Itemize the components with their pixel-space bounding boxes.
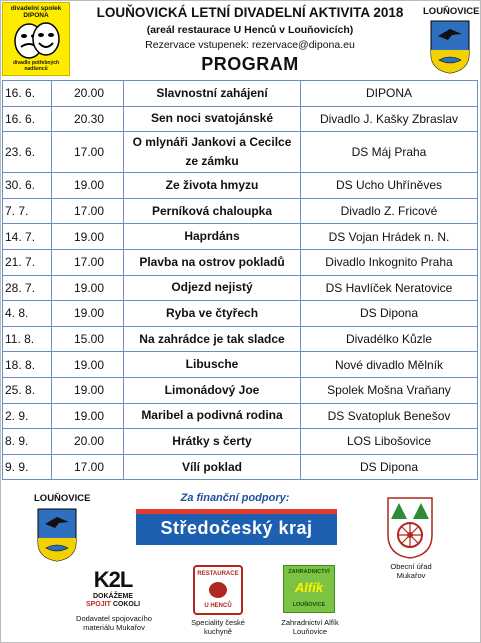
event-group: Spolek Mošna Vraňany — [301, 377, 478, 403]
event-group: LOS Libošovice — [301, 429, 478, 455]
event-group: Divadélko Kůzle — [301, 326, 478, 352]
event-title: Vílí poklad — [124, 454, 301, 480]
event-time: 15.00 — [52, 326, 124, 352]
event-time: 19.00 — [52, 403, 124, 429]
alfik-logo-top: ZAHRADNICTVÍ — [288, 569, 330, 575]
event-date: 21. 7. — [3, 249, 52, 275]
alfik-caption: Zahradnictví Alfík Louňovice — [281, 618, 339, 636]
event-group: Divadlo Z. Fricové — [301, 198, 478, 224]
crest-label-bottom: LOUŇOVICE — [34, 493, 91, 504]
event-date: 30. 6. — [3, 173, 52, 199]
event-time: 19.00 — [52, 352, 124, 378]
event-date: 11. 8. — [3, 326, 52, 352]
alfik-logo — [283, 565, 335, 613]
restaurace-emblem — [209, 582, 227, 598]
support-heading: Za finanční podpory: — [180, 492, 290, 504]
event-group: DS Havlíček Neratovice — [301, 275, 478, 301]
program-heading: PROGRAM — [201, 54, 299, 74]
event-time: 19.00 — [52, 173, 124, 199]
crest-label-top: LOUŇOVICE — [423, 6, 480, 17]
k2l-logo — [83, 567, 143, 617]
event-time: 19.00 — [52, 275, 124, 301]
table-row — [3, 429, 478, 455]
logo-text-line2: DIPONA — [23, 12, 49, 19]
event-date: 18. 8. — [3, 352, 52, 378]
alfik-logo-mid: Alfík — [294, 580, 324, 595]
k2l-slogan3: COKOLI — [112, 601, 141, 608]
event-date: 9. 9. — [3, 454, 52, 480]
event-title: Libusche — [124, 352, 301, 378]
table-row — [3, 403, 478, 429]
event-date: 14. 7. — [3, 224, 52, 250]
stredocesky-kraj-logo — [136, 509, 337, 545]
event-date: 25. 8. — [3, 377, 52, 403]
event-date: 2. 9. — [3, 403, 52, 429]
event-time: 17.00 — [52, 198, 124, 224]
reservation-line: Rezervace vstupenek: rezervace@dipona.eu — [145, 39, 355, 51]
event-title: Sen noci svatojánské — [124, 106, 301, 132]
kraj-red-stripe — [136, 509, 337, 514]
kraj-logo-text: Středočeský kraj — [160, 518, 313, 538]
event-title: Haprdáns — [124, 224, 301, 250]
obec-caption: Obecní úřad Mukařov — [390, 562, 432, 580]
event-title: Limonádový Joe — [124, 377, 301, 403]
lounovice-crest-bottom-icon — [37, 508, 77, 562]
event-title: Maribel a podivná rodina — [124, 403, 301, 429]
event-title: Plavba na ostrov pokladů — [124, 249, 301, 275]
venue-subtitle: (areál restaurace U Henců v Louňovicích) — [146, 24, 354, 36]
event-title: Na zahrádce je tak sladce — [124, 326, 301, 352]
event-date: 8. 9. — [3, 429, 52, 455]
table-row — [3, 377, 478, 403]
mukarov-crest-icon — [387, 497, 433, 559]
event-time: 20.00 — [52, 81, 124, 107]
event-date: 23. 6. — [3, 132, 52, 173]
event-title: O mlynáři Jankovi a Cecilce ze zámku — [124, 132, 301, 173]
event-group: Nové divadlo Mělník — [301, 352, 478, 378]
event-time: 17.00 — [52, 132, 124, 173]
table-row — [3, 301, 478, 327]
event-date: 16. 6. — [3, 106, 52, 132]
table-row — [3, 352, 478, 378]
k2l-slogan1: DOKÁŽEME — [92, 593, 134, 600]
logo-slogan: divadlo potřebných nadšenců — [12, 60, 60, 72]
alfik-logo-bottom: LOUŇOVICE — [292, 602, 326, 608]
table-row — [3, 326, 478, 352]
event-title: Perníková chaloupka — [124, 198, 301, 224]
table-row — [3, 454, 478, 480]
table-row — [3, 132, 478, 173]
event-title: Ryba ve čtyřech — [124, 301, 301, 327]
event-group: DS Dipona — [301, 301, 478, 327]
event-time: 19.00 — [52, 301, 124, 327]
event-group: DS Svatopluk Benešov — [301, 403, 478, 429]
table-row — [3, 106, 478, 132]
event-group: Divadlo Inkognito Praha — [301, 249, 478, 275]
table-row — [3, 81, 478, 107]
event-time: 20.30 — [52, 106, 124, 132]
k2l-logo-text: K2L — [93, 567, 133, 592]
event-date: 4. 8. — [3, 301, 52, 327]
event-time: 20.00 — [52, 429, 124, 455]
restaurace-caption: Speciality české kuchyně — [191, 618, 245, 636]
event-date: 28. 7. — [3, 275, 52, 301]
event-time: 17.00 — [52, 454, 124, 480]
theatre-masks-icon — [9, 21, 65, 61]
restaurace-logo — [193, 565, 243, 615]
table-row — [3, 198, 478, 224]
k2l-caption: Dodavatel spojovacího materiálu Mukařov — [76, 614, 152, 632]
table-row — [3, 249, 478, 275]
event-title: Slavnostní zahájení — [124, 81, 301, 107]
page-title: LOUŇOVICKÁ LETNÍ DIVADELNÍ AKTIVITA 2018 — [96, 5, 404, 20]
restaurace-logo-top: RESTAURACE — [197, 571, 239, 577]
event-group: DS Ucho Uhříněves — [301, 173, 478, 199]
table-row — [3, 224, 478, 250]
table-row — [3, 275, 478, 301]
event-date: 7. 7. — [3, 198, 52, 224]
k2l-slogan2: SPOJIT — [85, 601, 111, 608]
event-title: Hrátky s čerty — [124, 429, 301, 455]
restaurace-logo-bottom: U HENCŮ — [204, 603, 232, 609]
table-row — [3, 173, 478, 199]
event-group: DS Dipona — [301, 454, 478, 480]
program-table — [2, 80, 478, 480]
event-title: Ze života hmyzu — [124, 173, 301, 199]
event-title: Odjezd nejistý — [124, 275, 301, 301]
event-group: DS Vojan Hrádek n. N. — [301, 224, 478, 250]
dipona-logo — [2, 2, 70, 76]
lounovice-crest-icon — [430, 20, 470, 74]
logo-text-line1: divadelní spolek — [10, 5, 62, 12]
event-date: 16. 6. — [3, 81, 52, 107]
event-time: 17.00 — [52, 249, 124, 275]
event-group: DIPONA — [301, 81, 478, 107]
event-group: Divadlo J. Kašky Zbraslav — [301, 106, 478, 132]
event-time: 19.00 — [52, 224, 124, 250]
event-group: DS Máj Praha — [301, 132, 478, 173]
event-time: 19.00 — [52, 377, 124, 403]
